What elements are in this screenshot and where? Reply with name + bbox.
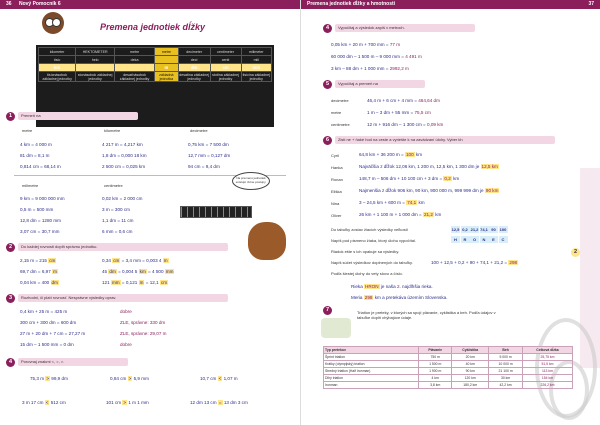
task-line: 3 – 24,5 km + 600 m = 74,1 km xyxy=(359,200,425,205)
verdict: ZLE, správne: 330 dm xyxy=(120,320,166,325)
task-line: Najväčšia z dĺžok 12,06 km, 1 200 m, 12,5 km, 1 300 dm je 12,5 km xyxy=(359,164,498,169)
equation: 12,7 mm = 0,127 dm xyxy=(188,153,231,158)
student-name: Nina xyxy=(331,201,340,206)
equation: 9 km = 9 000 000 mm xyxy=(20,196,65,201)
value-cell: 21,2 xyxy=(470,227,479,232)
page-header-right xyxy=(301,0,600,9)
value-cell: 12,5 xyxy=(451,227,460,232)
page-header-left xyxy=(0,0,300,9)
unit-cell: tisícina základnej jednotky xyxy=(242,72,270,81)
unit-cell: km xyxy=(39,64,76,72)
equation: 0,4 km + 25 m = 425 m xyxy=(20,309,68,314)
column-label: decimetre xyxy=(190,128,208,133)
owl-illustration xyxy=(42,12,64,34)
task-line: 26 km + 1 100 m + 1 000 dm = 21,2 km xyxy=(359,212,442,217)
table-cell: 90 km xyxy=(452,368,489,375)
exercise-prompt-bar xyxy=(335,24,475,32)
table-cell: 226,2 km xyxy=(522,382,572,389)
exercise-prompt-bar xyxy=(18,358,128,366)
table-cell: Šprint triatlon xyxy=(324,354,419,361)
table-cell: 42,2 km xyxy=(489,382,523,389)
table-row xyxy=(324,382,573,389)
unit-cell: centi xyxy=(210,56,241,64)
value-cell: 74,1 xyxy=(480,227,488,232)
unit-cell: mili xyxy=(241,56,271,64)
table-cell: 40 km xyxy=(452,361,489,368)
exercise-prompt-bar xyxy=(335,136,555,144)
equation: 12 m + 916 dm – 1 300 cm = 0,09 km xyxy=(367,122,444,127)
exercise-prompt-bar xyxy=(335,80,425,88)
unit-cell: kilometer xyxy=(39,48,76,56)
exercise-prompt: Vypočítaj a výsledok zapíš v metroch. xyxy=(338,25,405,30)
cyclist-illustration xyxy=(321,318,351,338)
dog-illustration xyxy=(248,222,286,260)
exercise-number: 1 xyxy=(6,112,15,121)
unit-cell: decimeter xyxy=(178,48,210,56)
table-cell: 30 km xyxy=(489,375,523,382)
equation: 45 dm = 0,004 5 km = 4 500 mm xyxy=(102,269,174,274)
column-label: milimetre xyxy=(22,183,39,188)
equation: 0,814 cm = 68,14 m xyxy=(20,164,61,169)
exercise-prompt: Premeň na xyxy=(21,113,41,118)
value-cell: 100 xyxy=(499,227,507,232)
letter-cell: C xyxy=(499,236,508,243)
sum-line: 100 + 12,5 + 0,2 + 90 + 74,1 + 21,2 = 298 xyxy=(431,260,518,265)
unit-cell: základná jednotka xyxy=(155,72,179,82)
table-header: Cyklistika xyxy=(452,347,489,354)
table-cell: Stredný triatlon (Half Ironman) xyxy=(324,368,419,375)
task-line: 64,8 km + 36 200 m = 100 km xyxy=(359,152,423,157)
equation: 60 000 dm – 1 500 m – 9 000 mm = 4 491 m xyxy=(331,54,422,59)
value-cell: 0,2 xyxy=(462,227,468,232)
unit-cell: desatina základnej jednotky xyxy=(179,72,210,81)
verdict: ZLE, správne: 29,07 m xyxy=(120,331,167,336)
unit-cell: tisíc xyxy=(39,56,76,64)
table-cell: 21 100 m xyxy=(489,368,523,375)
table-cell: 113 km xyxy=(522,368,572,375)
comparison: 10,7 cm < 1,07 m xyxy=(200,376,238,381)
student-name: Ronan xyxy=(331,177,343,182)
exercise-number: 4 xyxy=(323,24,332,33)
table-cell: 1 500 m xyxy=(419,361,452,368)
step-text: Napíš súčet výsledkov doplnených do tabuľky. xyxy=(331,260,413,265)
table-cell: 51,5 km xyxy=(522,361,572,368)
equation: 69,7 dm = 6,97 m xyxy=(20,269,57,274)
table-header: Beh xyxy=(489,347,523,354)
comparison: 3 m 17 cm < 512 cm xyxy=(22,400,66,405)
value-cell: 90 xyxy=(489,226,498,233)
student-name: Eliška xyxy=(331,189,342,194)
table-cell: 4 km xyxy=(419,375,452,382)
table-cell: 20 km xyxy=(452,354,489,361)
letter-cell: E xyxy=(489,236,498,243)
unit-cell: decí xyxy=(178,56,210,64)
equation: 4 km = 4 000 m xyxy=(20,142,52,147)
exercise-prompt: Porovnaj znakmi <, =, >. xyxy=(21,359,65,364)
table-header-row xyxy=(324,347,573,354)
equation: 4 217 m = 4,217 km xyxy=(102,142,143,147)
table-header: Typ pretekov xyxy=(324,347,419,354)
equation: 81 dm = 8,1 m xyxy=(20,153,50,158)
unit-cell: stonásobok základnej jednotky xyxy=(76,72,115,82)
table-cell: 154 km xyxy=(522,375,572,382)
letter-cell: H xyxy=(451,236,460,243)
column-label: kilometre xyxy=(104,128,121,133)
equation: 46,4 m + 6 cm + 4 mm = 464,64 dm xyxy=(367,98,440,103)
side-number: 2 xyxy=(571,248,580,257)
unit-cell: metre xyxy=(155,48,179,56)
student-name: Cyril xyxy=(331,153,339,158)
triathlon-table xyxy=(323,346,573,389)
exercise-prompt: Rozhodni, či platí rovnosť. Nesprávne výsledky oprav. xyxy=(21,295,117,300)
table-cell: Ironman xyxy=(324,382,419,389)
table-cell: 5 000 m xyxy=(489,354,523,361)
table-row xyxy=(324,375,573,382)
unit-cell: metre xyxy=(115,48,155,56)
table-cell: 120 km xyxy=(452,375,489,382)
equation: 2,15 m = 215 cm xyxy=(20,258,56,263)
unit-cell: cm xyxy=(210,64,241,72)
student-name: Oliver xyxy=(331,213,342,218)
column-label: metre xyxy=(22,128,33,133)
target-unit-label: metre xyxy=(331,110,342,115)
equation: 0,34 cm = 3,4 mm = 0,003 4 m xyxy=(102,258,168,263)
table-cell: 10 000 m xyxy=(489,361,523,368)
answer-sentence: Meria 298 km a pretekáva územím Slovenska. xyxy=(351,295,448,300)
letter-cell: O xyxy=(470,236,479,243)
unit-cell xyxy=(76,64,115,72)
task-line: 148,7 m – 506 dm + 10 100 cm + 3 dm = 0,2 km xyxy=(359,176,460,181)
table-row xyxy=(324,368,573,375)
student-name: Hanka xyxy=(331,165,343,170)
exercise-number: 2 xyxy=(6,243,15,252)
letter-cell: R xyxy=(461,236,470,243)
equation: 3 km – 88 dm + 1 000 mm = 2992,2 m xyxy=(331,66,409,71)
task-line: Najmenšia z dĺžok 906 km, 90 km, 900 000 m, 999 999 dm je 90 km xyxy=(359,188,499,193)
comparison: 75,3 m > 99,9 dm xyxy=(30,376,68,381)
target-unit-label: decimetre xyxy=(331,98,349,103)
equation: 0,5 m = 500 mm xyxy=(20,207,54,212)
equation: 6 mm = 0,6 cm xyxy=(102,229,133,234)
page-number: 36 xyxy=(6,1,12,7)
table-row xyxy=(324,361,573,368)
exercise-prompt: Triatlon je preteky, v ktorých sa spojí plávanie, cyklistika a beh. Podľa údajov v tabuľke doplň chýbajúce údaje. xyxy=(357,310,496,320)
column-label: centimetre xyxy=(104,183,123,188)
comparison: 12 dm 13 cm = 13 dm 3 cm xyxy=(190,400,248,405)
ruler-illustration xyxy=(180,206,252,218)
equation: 27 m + 20 dm + 7 cm = 27,27 m xyxy=(20,331,86,336)
exercise-number: 3 xyxy=(6,294,15,303)
exercise-prompt-bar xyxy=(18,294,228,302)
equation: 0,04 km = 400 dm xyxy=(20,280,58,285)
equation: 1,8 dm = 0,000 18 km xyxy=(102,153,147,158)
step-text: Do tabuľky zostav žiacích výsledky veľkosti xyxy=(331,227,408,232)
equation: 12,8 dm = 1280 mm xyxy=(20,218,61,223)
exercise-prompt: Zisti ne + ňaké hod na ceste a vyriešte k na zavádzaní úlohy. Vyber kh xyxy=(338,137,463,142)
exercise-number: 5 xyxy=(323,80,332,89)
unit-cell: HEKTOMETER xyxy=(76,48,115,56)
exercise-prompt: Do každej rovnosti doplň správnu jednotku. xyxy=(21,244,98,249)
page-title: Premena jednotiek dĺžky xyxy=(100,22,206,32)
equation: 0,05 km + 20 m + 700 mm = 77 m xyxy=(331,42,401,47)
letter-cell: N xyxy=(480,236,489,243)
running-head: Premena jednotiek dĺžky a hmotnosti xyxy=(307,1,396,7)
table-cell: 25,75 km xyxy=(522,354,572,361)
step-text: Napíš pod písmeno žiaka, ktorý úlohu vypočítal. xyxy=(331,238,416,243)
verdict: dobre xyxy=(120,309,132,314)
exercise-number: 4 xyxy=(6,358,15,367)
page-number: 37 xyxy=(588,1,594,7)
table-cell: 3,8 km xyxy=(419,382,452,389)
equation: 15 dm – 1 500 mm = 0 dm xyxy=(20,342,74,347)
unit-cell: m xyxy=(155,64,179,72)
unit-cell: helo xyxy=(76,56,115,64)
table-cell: Krátky (olympijský) triatlon xyxy=(324,361,419,368)
exercise-prompt-bar xyxy=(18,112,138,120)
unit-cell xyxy=(115,64,155,72)
unit-cell: tisícnásobok základnej jednotky xyxy=(39,72,76,82)
right-page xyxy=(300,0,600,425)
equation: 0,02 km = 2 000 cm xyxy=(102,196,143,201)
verdict: dobre xyxy=(120,342,132,347)
step-text: Riadok ešte s ich opakuje sa výsledky. xyxy=(331,249,400,254)
speech-bubble: Na premenu jednotiek existujú rôzne postupy. xyxy=(232,172,270,190)
exercise-number: 6 xyxy=(323,136,332,145)
table-cell: 1 900 m xyxy=(419,368,452,375)
comparison: 101 cm > 1 m 1 mm xyxy=(106,400,149,405)
unit-cell: mm xyxy=(241,64,271,72)
table-header: Plávanie xyxy=(419,347,452,354)
table-row xyxy=(324,354,573,361)
equation: 3,07 cm = 30,7 mm xyxy=(20,229,60,234)
step-text: Podľa šiestej úlohy do vety slovo a číslo. xyxy=(331,271,403,276)
exercise-number: 7 xyxy=(323,306,332,315)
unit-cell xyxy=(155,56,179,64)
table-header: Celková dĺžka xyxy=(522,347,572,354)
unit-cell: centimeter xyxy=(210,48,241,56)
equation: 2 500 cm = 0,025 km xyxy=(102,164,146,169)
equation: 121 mm = 0,121 m = 12,1 cm xyxy=(102,280,168,285)
unit-cell: deka xyxy=(115,56,155,64)
equation: 94 cm = 9,4 dm xyxy=(188,164,220,169)
equation: 300 cm + 300 dm = 600 dm xyxy=(20,320,77,325)
table-cell: 750 m xyxy=(419,354,452,361)
unit-cell: dm xyxy=(178,64,210,72)
unit-cell: stotina základnej jednotky xyxy=(210,72,241,82)
target-unit-label: centimetre xyxy=(331,122,350,127)
comparison: 0,84 cm > 5,9 mm xyxy=(110,376,149,381)
unit-cell: milimeter xyxy=(241,48,271,56)
equation: 3 m = 300 cm xyxy=(102,207,130,212)
exercise-prompt: Vypočítaj a premeň na xyxy=(338,81,378,86)
exercise-prompt-bar xyxy=(18,243,228,251)
table-cell: 180,2 km xyxy=(452,382,489,389)
letter-row xyxy=(451,236,527,243)
value-row xyxy=(451,226,527,233)
answer-sentence: Rieka HRON je naša 2. najdlhšia rieka. xyxy=(351,284,433,289)
unit-cell: desaťnásobok základnej jednotky xyxy=(115,72,155,82)
running-head: Nový Pomocník 6 xyxy=(18,1,61,7)
equation: 1 m – 3 dm + 55 mm = 75,5 cm xyxy=(367,110,431,115)
table-cell: Dlhý triatlon xyxy=(324,375,419,382)
equation: 0,75 km = 7 500 dm xyxy=(188,142,229,147)
equation: 1,1 dm = 11 cm xyxy=(102,218,134,223)
